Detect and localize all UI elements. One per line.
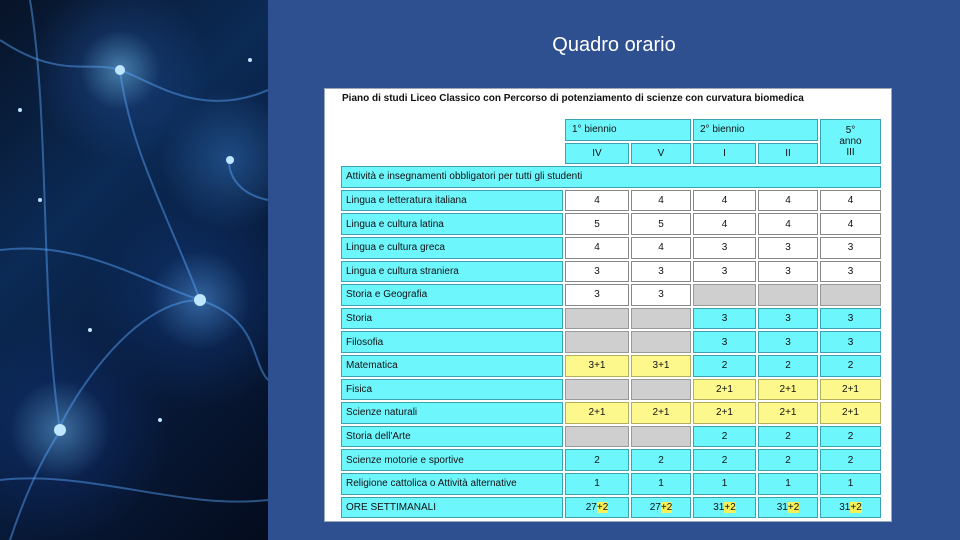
value-cell: 5: [565, 213, 629, 235]
value-cell: 1: [631, 473, 691, 495]
value-cell: 2+1: [758, 379, 818, 401]
value-cell: 3: [693, 331, 756, 353]
total-cell: [565, 497, 629, 519]
value-cell: 4: [693, 190, 756, 212]
subject-cell: Lingua e cultura latina: [341, 213, 563, 235]
column-header-ii: II: [758, 143, 818, 165]
value-cell: 3+1: [565, 355, 629, 377]
total-base: 27: [585, 501, 597, 513]
neurons-background-image: [0, 0, 268, 540]
empty-cell: [631, 308, 691, 330]
value-cell: 1: [565, 473, 629, 495]
value-cell: 3: [758, 331, 818, 353]
table-row: [341, 402, 881, 424]
value-cell: 3: [693, 308, 756, 330]
value-cell: 1: [693, 473, 756, 495]
value-cell: 3: [693, 261, 756, 283]
empty-cell: [565, 331, 629, 353]
table-row: [341, 308, 881, 330]
fifth-year-line-2: anno: [839, 136, 862, 148]
subject-cell: Fisica: [341, 379, 563, 401]
column-header-i: I: [693, 143, 756, 165]
value-cell: 3: [565, 284, 629, 306]
value-cell: 4: [565, 190, 629, 212]
subject-cell: Matematica: [341, 355, 563, 377]
value-cell: 3: [631, 261, 691, 283]
value-cell: 2+1: [758, 402, 818, 424]
column-header-v: V: [631, 143, 691, 165]
subject-cell: Storia: [341, 308, 563, 330]
empty-cell: [631, 379, 691, 401]
empty-cell: [631, 426, 691, 448]
value-cell: 2+1: [820, 402, 881, 424]
value-cell: 3: [820, 261, 881, 283]
section-row: [341, 166, 881, 188]
empty-cell: [565, 308, 629, 330]
table-row: [341, 379, 881, 401]
value-cell: 2+1: [820, 379, 881, 401]
empty-cell: [820, 284, 881, 306]
value-cell: 3: [820, 308, 881, 330]
table-row: [341, 449, 881, 471]
table-caption: Piano di studi Liceo Classico con Percorso di potenziamento di scienze con curvatura biomedica: [342, 93, 804, 104]
value-cell: 4: [693, 213, 756, 235]
table-row: [341, 331, 881, 353]
empty-cell: [631, 331, 691, 353]
total-base: 27: [649, 501, 661, 513]
value-cell: 2: [758, 355, 818, 377]
total-extra: +2: [724, 501, 736, 513]
subject-cell: Storia e Geografia: [341, 284, 563, 306]
value-cell: 2: [693, 426, 756, 448]
first-biennium-header: 1° biennio: [565, 119, 691, 141]
table-row: [341, 426, 881, 448]
value-cell: 2: [820, 426, 881, 448]
total-extra: +2: [850, 501, 862, 513]
total-row: [341, 497, 881, 519]
total-cell: [631, 497, 691, 519]
value-cell: 3+1: [631, 355, 691, 377]
value-cell: 4: [820, 190, 881, 212]
value-cell: 3: [565, 261, 629, 283]
value-cell: 4: [565, 237, 629, 259]
value-cell: 2+1: [565, 402, 629, 424]
schedule-table: [339, 117, 883, 520]
total-label: ORE SETTIMANALI: [341, 497, 563, 519]
value-cell: 2: [758, 426, 818, 448]
subject-cell: Scienze motorie e sportive: [341, 449, 563, 471]
table-row: [341, 473, 881, 495]
value-cell: 2: [820, 449, 881, 471]
value-cell: 2+1: [693, 379, 756, 401]
value-cell: 2: [820, 355, 881, 377]
subject-cell: Lingua e cultura straniera: [341, 261, 563, 283]
value-cell: 3: [758, 261, 818, 283]
column-header-iv: IV: [565, 143, 629, 165]
table-row: [341, 237, 881, 259]
value-cell: 2: [758, 449, 818, 471]
value-cell: 2: [631, 449, 691, 471]
total-base: 31: [713, 501, 725, 513]
table-row: [341, 284, 881, 306]
total-base: 31: [776, 501, 788, 513]
second-biennium-header: 2° biennio: [693, 119, 818, 141]
value-cell: 3: [820, 331, 881, 353]
value-cell: 2: [693, 355, 756, 377]
value-cell: 2+1: [693, 402, 756, 424]
value-cell: 4: [820, 213, 881, 235]
value-cell: 4: [631, 237, 691, 259]
empty-cell: [693, 284, 756, 306]
value-cell: 4: [758, 190, 818, 212]
curriculum-table-image: [324, 88, 892, 522]
empty-cell: [565, 426, 629, 448]
subject-cell: Scienze naturali: [341, 402, 563, 424]
empty-cell: [565, 379, 629, 401]
subject-cell: Filosofia: [341, 331, 563, 353]
subject-cell: Lingua e cultura greca: [341, 237, 563, 259]
value-cell: 2: [693, 449, 756, 471]
table-row: [341, 261, 881, 283]
table-row: [341, 355, 881, 377]
empty-corner-cell: [341, 119, 563, 141]
value-cell: 3: [758, 237, 818, 259]
year-header-row: [341, 143, 881, 165]
total-extra: +2: [660, 501, 673, 513]
value-cell: 2+1: [631, 402, 691, 424]
fifth-year-header: [820, 119, 881, 164]
value-cell: 4: [631, 190, 691, 212]
subject-cell: Storia dell'Arte: [341, 426, 563, 448]
total-cell: [820, 497, 881, 519]
value-cell: 1: [820, 473, 881, 495]
total-cell: [758, 497, 818, 519]
value-cell: 3: [693, 237, 756, 259]
total-extra: +2: [596, 501, 609, 513]
total-base: 31: [839, 501, 851, 513]
fifth-year-line-3: III: [846, 147, 855, 159]
value-cell: 1: [758, 473, 818, 495]
value-cell: 5: [631, 213, 691, 235]
total-cell: [693, 497, 756, 519]
empty-cell: [758, 284, 818, 306]
value-cell: 3: [631, 284, 691, 306]
table-row: [341, 213, 881, 235]
subject-cell: Religione cattolica o Attività alternative: [341, 473, 563, 495]
subject-cell: Lingua e letteratura italiana: [341, 190, 563, 212]
value-cell: 2: [565, 449, 629, 471]
value-cell: 4: [758, 213, 818, 235]
empty-corner-cell: [341, 143, 563, 165]
section-header: Attività e insegnamenti obbligatori per tutti gli studenti: [341, 166, 881, 188]
group-header-row: [341, 119, 881, 141]
value-cell: 3: [758, 308, 818, 330]
value-cell: 3: [820, 237, 881, 259]
slide-title: Quadro orario: [552, 34, 676, 56]
fifth-year-line-1: 5°: [845, 125, 856, 137]
total-extra: +2: [787, 501, 800, 513]
table-row: [341, 190, 881, 212]
